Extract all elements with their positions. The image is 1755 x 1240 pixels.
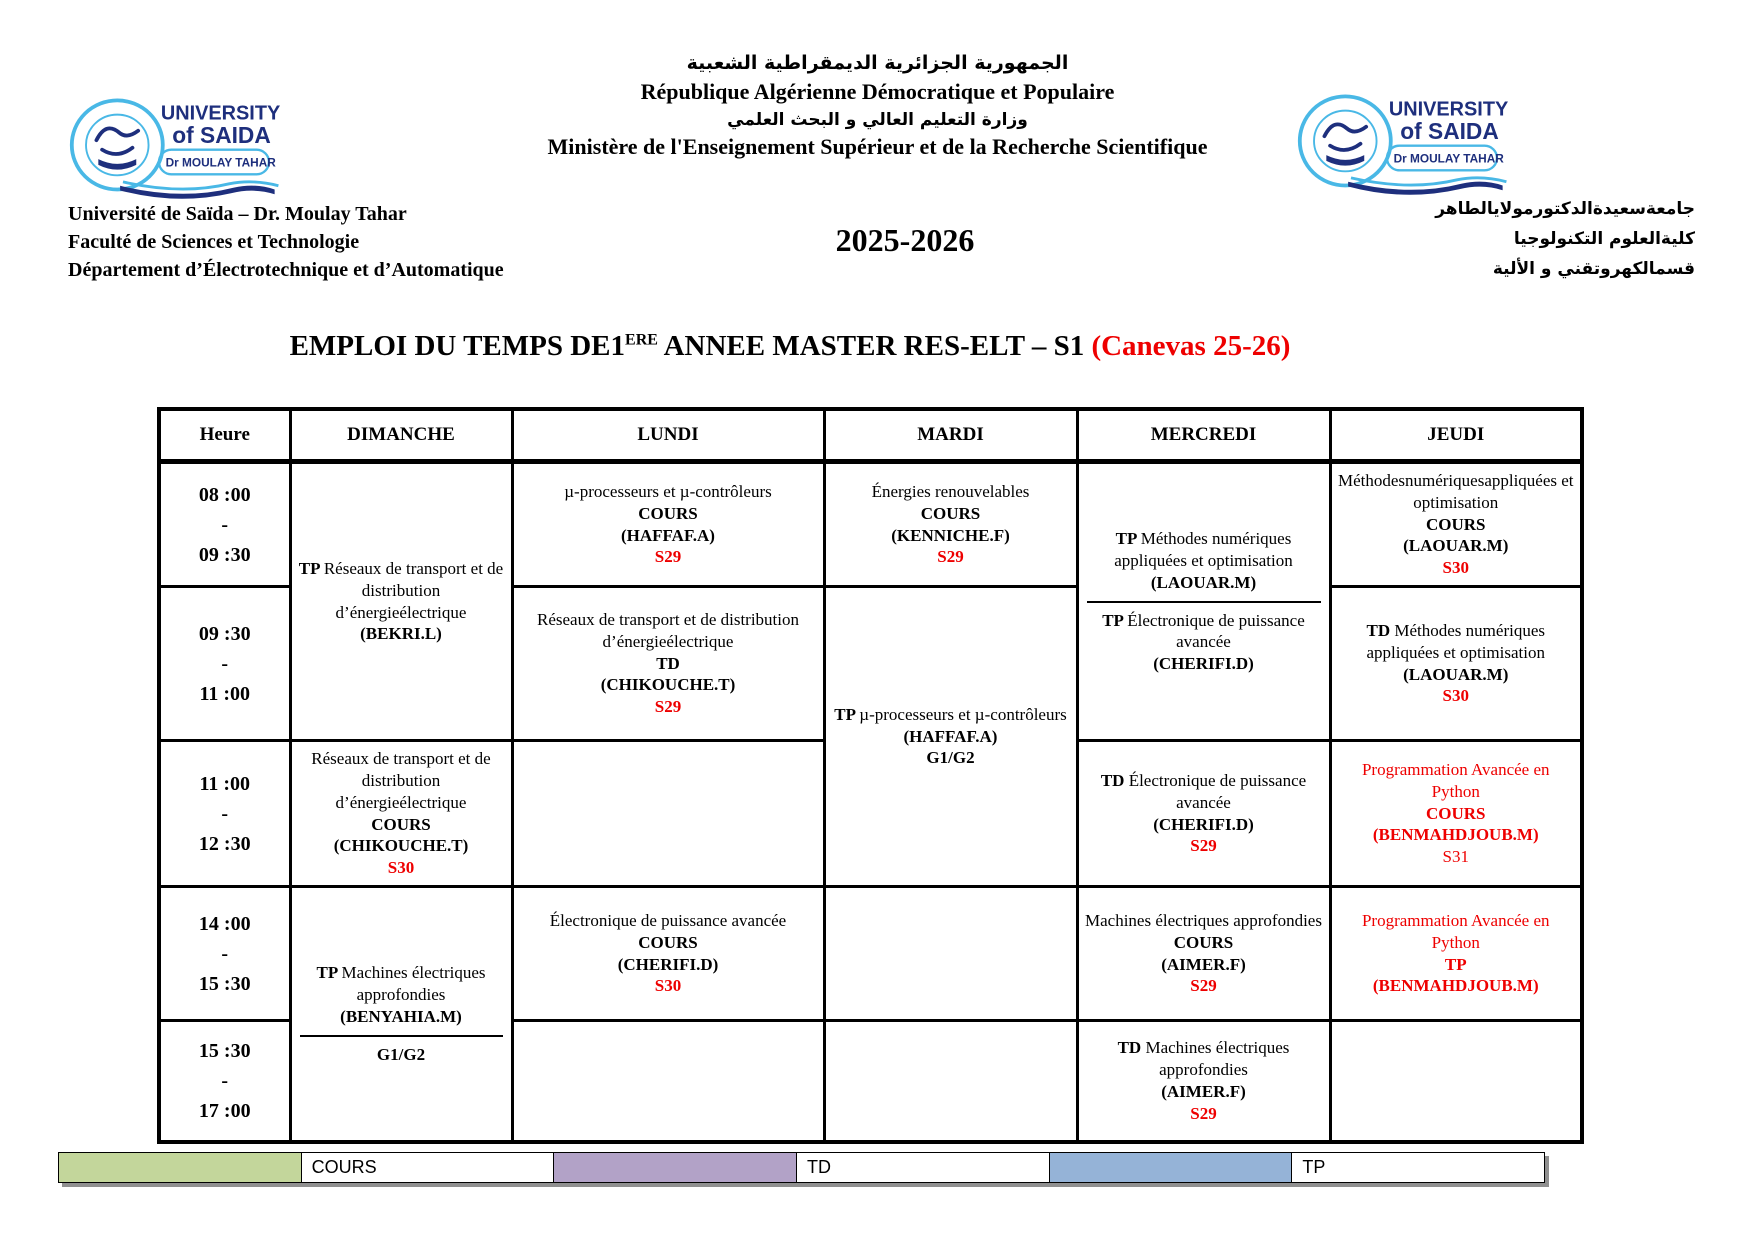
legend	[58, 1152, 1545, 1183]
time-slot-1100-1230: 11 :00 - 12 :30	[159, 741, 290, 887]
title-canevas: (Canevas 25-26)	[1091, 330, 1291, 362]
timetable	[157, 407, 1584, 1144]
cell-mercredi-1400: Machines électriques approfondies COURS (AIMER.F) S29	[1077, 887, 1330, 1021]
university-logo-left	[68, 88, 286, 200]
column-header-heure: Heure	[159, 409, 290, 462]
column-header-mercredi: MERCREDI	[1077, 409, 1330, 462]
cell-mercredi-0800-1100: TP Méthodes numériques appliquées et optimisation (LAOUAR.M) TP Électronique de puissance avancée (CHERIFI.D)	[1077, 462, 1330, 741]
column-header-dimanche: DIMANCHE	[290, 409, 512, 462]
logo-text-university: UNIVERSITY	[1388, 98, 1509, 121]
cell-lundi-1400: Électronique de puissance avancée COURS (CHERIFI.D) S30	[512, 887, 824, 1021]
column-header-mardi: MARDI	[824, 409, 1077, 462]
cell-jeudi-0930: TD Méthodes numériques appliquées et optimisation (LAOUAR.M) S30	[1330, 587, 1582, 741]
university-logo-right	[1296, 84, 1514, 196]
cell-mardi-0800: Énergies renouvelables COURS (KENNICHE.F) S29	[824, 462, 1077, 587]
title-prefix: EMPLOI DU TEMPS DE1	[289, 330, 626, 362]
cell-mercredi-1530: TD Machines électriques approfondies (AIMER.F) S29	[1077, 1021, 1330, 1142]
title-superscript: ERE	[625, 331, 658, 349]
ministry-name-arabic: وزارة التعليم العالي و البحث العلمي	[727, 110, 1028, 130]
faculty-name-arabic: كليةالعلوم التكنولوجيا	[1513, 229, 1695, 249]
cell-mardi-1530-empty	[824, 1021, 1077, 1142]
legend-label-cours: COURS	[301, 1152, 555, 1183]
column-header-jeudi: JEUDI	[1330, 409, 1582, 462]
cell-jeudi-1400: Programmation Avancée en Python TP (BENMAHDJOUB.M)	[1330, 887, 1582, 1021]
time-slot-0800-0930: 08 :00 - 09 :30	[159, 462, 290, 587]
time-slot-0930-1100: 09 :30 - 11 :00	[159, 587, 290, 741]
university-name-arabic: جامعةسعيدةالدكتورمولايالطاهر	[1435, 199, 1695, 219]
logo-text-of-saida: of SAIDA	[1400, 118, 1499, 145]
cell-lundi-1100-empty	[512, 741, 824, 887]
department-name-arabic: قسمالكهروتقني و الألية	[1492, 259, 1695, 279]
cell-jeudi-1530-empty	[1330, 1021, 1582, 1142]
cell-dimanche-1100: Réseaux de transport et de distribution d’énergieélectrique COURS (CHIKOUCHE.T) S30	[290, 741, 512, 887]
legend-label-td: TD	[796, 1152, 1050, 1183]
faculty-name: Faculté de Sciences et Technologie	[68, 231, 360, 253]
table-row	[159, 887, 1582, 1021]
logo-text-of-saida: of SAIDA	[172, 122, 271, 149]
university-name: Université de Saïda – Dr. Moulay Tahar	[68, 203, 407, 225]
cell-mercredi-1100: TD Électronique de puissance avancée (CHERIFI.D) S29	[1077, 741, 1330, 887]
cell-mardi-1400-empty	[824, 887, 1077, 1021]
logo-emblem-icon	[72, 100, 163, 189]
logo-emblem-icon	[1300, 96, 1391, 185]
cell-lundi-0800: µ-processeurs et µ-contrôleurs COURS (HAFFAF.A) S29	[512, 462, 824, 587]
cell-dimanche-0800-1100: TP Réseaux de transport et de distribution d’énergieélectrique (BEKRI.L)	[290, 462, 512, 741]
cell-jeudi-0800: Méthodesnumériquesappliquées et optimisation COURS (LAOUAR.M) S30	[1330, 462, 1582, 587]
cell-dimanche-1400-1700: TP Machines électriques approfondies (BENYAHIA.M) G1/G2	[290, 887, 512, 1142]
government-header	[328, 52, 1428, 160]
time-slot-1400-1530: 14 :00 - 15 :30	[159, 887, 290, 1021]
cell-lundi-0930: Réseaux de transport et de distribution d’énergieélectrique TD (CHIKOUCHE.T) S29	[512, 587, 824, 741]
legend-swatch-cours	[58, 1152, 302, 1183]
institution-block-french	[68, 200, 504, 284]
header-row	[159, 409, 1582, 462]
cell-mardi-0930-1230: TP µ-processeurs et µ-contrôleurs (HAFFAF.A) G1/G2	[824, 587, 1077, 887]
republic-name-arabic: الجمهورية الجزائرية الديمقراطية الشعبية	[686, 52, 1069, 74]
institution-block-arabic	[1435, 194, 1695, 284]
ministry-name-french: Ministère de l'Enseignement Supérieur et de la Recherche Scientifique	[547, 134, 1208, 159]
department-name: Département d’Électrotechnique et d’Automatique	[68, 259, 504, 281]
cell-jeudi-1100: Programmation Avancée en Python COURS (BENMAHDJOUB.M) S31	[1330, 741, 1582, 887]
legend-label-tp: TP	[1291, 1152, 1545, 1183]
title-middle: ANNEE MASTER RES-ELT – S1	[657, 330, 1092, 362]
table-row	[159, 462, 1582, 587]
academic-year: 2025-2026	[835, 222, 975, 258]
page-title	[290, 330, 1291, 363]
republic-name-french: République Algérienne Démocratique et Populaire	[640, 79, 1115, 104]
logo-text-university: UNIVERSITY	[160, 102, 281, 125]
legend-swatch-tp	[1049, 1152, 1293, 1183]
logo-text-dr-moulay-tahar: Dr MOULAY TAHAR	[1393, 151, 1504, 166]
cell-lundi-1530-empty	[512, 1021, 824, 1142]
logo-text-dr-moulay-tahar: Dr MOULAY TAHAR	[165, 155, 276, 170]
time-slot-1530-1700: 15 :30 - 17 :00	[159, 1021, 290, 1142]
column-header-lundi: LUNDI	[512, 409, 824, 462]
legend-swatch-td	[553, 1152, 797, 1183]
